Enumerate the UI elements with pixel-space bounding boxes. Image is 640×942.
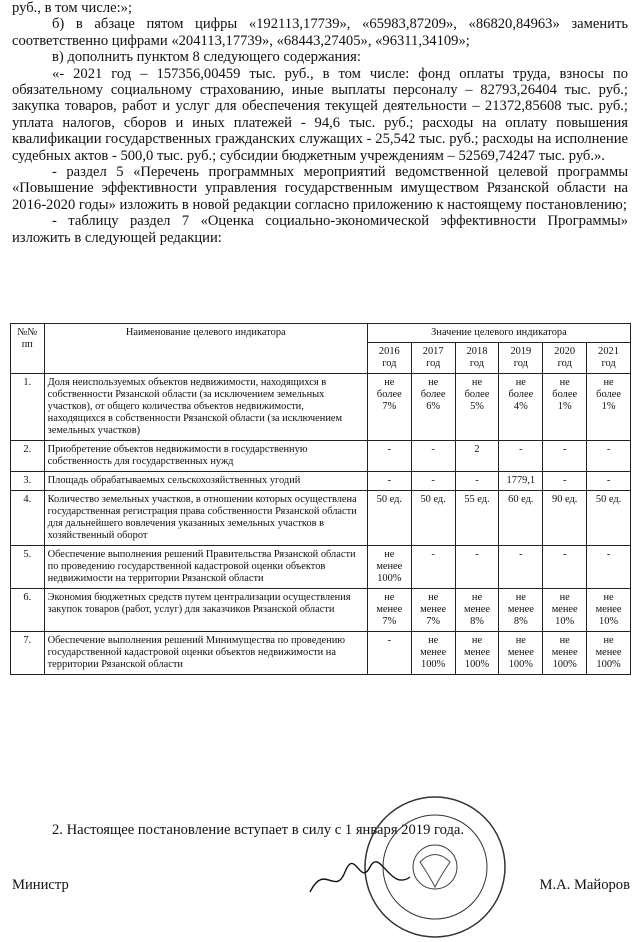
indicator-value: не более 1% [543, 374, 587, 441]
indicator-name: Обеспечение выполнения решений Правительства Рязанской области по проведению государственной кадастровой оценки объектов недвижимости на территории Рязанской области [44, 546, 367, 589]
document-body [12, 0, 628, 246]
indicator-value: не менее 100% [587, 632, 631, 675]
indicator-value: 2 [455, 441, 499, 472]
indicator-value: 55 ед. [455, 491, 499, 546]
indicator-value: не менее 7% [411, 589, 455, 632]
year-header: 2021 год [587, 343, 631, 374]
indicator-name: Доля неиспользуемых объектов недвижимости, находящихся в собственности Рязанской области (за исключением земельных участков), от общего количества объектов недвижимости, находящихся в собственности Рязанской области (за исключением земельных участков) [44, 374, 367, 441]
indicator-value: - [543, 441, 587, 472]
indicator-value: не менее 10% [543, 589, 587, 632]
indicator-name: Площадь обрабатываемых сельскохозяйственных угодий [44, 472, 367, 491]
indicator-value: не более 1% [587, 374, 631, 441]
row-number: 3. [11, 472, 45, 491]
table-row [11, 589, 631, 632]
table-row [11, 632, 631, 675]
paragraph: в) дополнить пунктом 8 следующего содержания: [52, 49, 361, 66]
indicator-value: 50 ед. [367, 491, 411, 546]
paragraph: - раздел 5 «Перечень программных мероприятий ведомственной целевой программы «Повышение эффективности управления государственным имуществом Рязанской области на 2016-2020 годы» изложить в новой редакции согласно приложению к настоящему постановлению; [12, 164, 628, 213]
indicator-value: - [587, 441, 631, 472]
indicator-table [10, 323, 631, 675]
indicator-name: Обеспечение выполнения решений Минимущества по проведению государственной кадастровой оценки объектов недвижимости на территории Рязанской области [44, 632, 367, 675]
row-number: 7. [11, 632, 45, 675]
indicator-value: 90 ед. [543, 491, 587, 546]
table-row [11, 491, 631, 546]
header-indicator-value: Значение целевого индикатора [367, 324, 630, 343]
table-row [11, 546, 631, 589]
table-row [11, 472, 631, 491]
indicator-value: не более 6% [411, 374, 455, 441]
row-number: 2. [11, 441, 45, 472]
indicator-value: не менее 100% [411, 632, 455, 675]
indicator-value: - [411, 441, 455, 472]
indicator-value: - [499, 441, 543, 472]
indicator-value: не менее 8% [455, 589, 499, 632]
indicator-value: не более 7% [367, 374, 411, 441]
paragraph: «- 2021 год – 157356,00459 тыс. руб., в том числе: фонд оплаты труда, взносы по обязательному социальному страхованию, иные выплаты персоналу – 82793,26404 тыс. руб.; закупка товаров, работ и услуг для обеспечения текущей деятельности – 21372,85608 тыс. руб.; уплата налогов, сборов и иных платежей - 94,6 тыс. руб.; расходы на оплату повышения квалификации государственных гражданских служащих - 25,542 тыс. руб.; расходы на исполнение судебных актов - 500,0 тыс. руб.; субсидии бюджетным учреждениям – 52569,74247 тыс. руб.». [12, 65, 628, 164]
indicator-name: Количество земельных участков, в отношении которых осуществлена государственная регистрация права собственности Рязанской области для дальнейшего вовлечения указанных земельных участков в хозяйственный оборот [44, 491, 367, 546]
year-header: 2017 год [411, 343, 455, 374]
indicator-value: - [455, 546, 499, 589]
indicator-value: - [499, 546, 543, 589]
header-number: №№ пп [11, 324, 45, 374]
indicator-value: 50 ед. [587, 491, 631, 546]
indicator-value: не менее 10% [587, 589, 631, 632]
indicator-value: 1779,1 [499, 472, 543, 491]
indicator-value: - [367, 632, 411, 675]
header-indicator-name: Наименование целевого индикатора [44, 324, 367, 374]
paragraph: - таблицу раздел 7 «Оценка социально-экономической эффективности Программы» изложить в следующей редакции: [12, 213, 628, 246]
indicator-value: не менее 8% [499, 589, 543, 632]
indicator-value: - [543, 546, 587, 589]
final-clause: 2. Настоящее постановление вступает в силу с 1 января 2019 года. [52, 822, 465, 838]
year-header: 2016 год [367, 343, 411, 374]
indicator-value: - [367, 472, 411, 491]
indicator-value: не менее 7% [367, 589, 411, 632]
handwritten-signature [300, 852, 420, 902]
indicator-value: 50 ед. [411, 491, 455, 546]
signatory-name: М.А. Майоров [539, 877, 630, 893]
indicator-value: - [411, 472, 455, 491]
indicator-name: Приобретение объектов недвижимости в государственную собственность для государственных нужд [44, 441, 367, 472]
year-header: 2018 год [455, 343, 499, 374]
table-body [11, 374, 631, 675]
indicator-value: не менее 100% [367, 546, 411, 589]
indicator-value: не более 5% [455, 374, 499, 441]
year-header: 2019 год [499, 343, 543, 374]
indicator-value: не менее 100% [543, 632, 587, 675]
indicator-value: не менее 100% [455, 632, 499, 675]
row-number: 6. [11, 589, 45, 632]
indicator-value: 60 ед. [499, 491, 543, 546]
row-number: 4. [11, 491, 45, 546]
indicator-value: - [587, 546, 631, 589]
paragraph: руб., в том числе:»; [12, 0, 132, 16]
indicator-value: - [587, 472, 631, 491]
indicator-name: Экономия бюджетных средств путем централизации осуществления закупок товаров (работ, услуг) для заказчиков Рязанской области [44, 589, 367, 632]
indicator-value: - [455, 472, 499, 491]
indicator-value: не более 4% [499, 374, 543, 441]
row-number: 1. [11, 374, 45, 441]
indicator-value: - [411, 546, 455, 589]
paragraph: б) в абзаце пятом цифры «192113,17739», «65983,87209», «86820,84963» заменить соответственно цифрами «204113,17739», «68443,27405», «96311,34109»; [12, 16, 628, 49]
year-header: 2020 год [543, 343, 587, 374]
indicator-value: - [367, 441, 411, 472]
table-row [11, 374, 631, 441]
table-row [11, 441, 631, 472]
signatory-position: Министр [12, 877, 69, 893]
indicator-value: - [543, 472, 587, 491]
row-number: 5. [11, 546, 45, 589]
indicator-value: не менее 100% [499, 632, 543, 675]
